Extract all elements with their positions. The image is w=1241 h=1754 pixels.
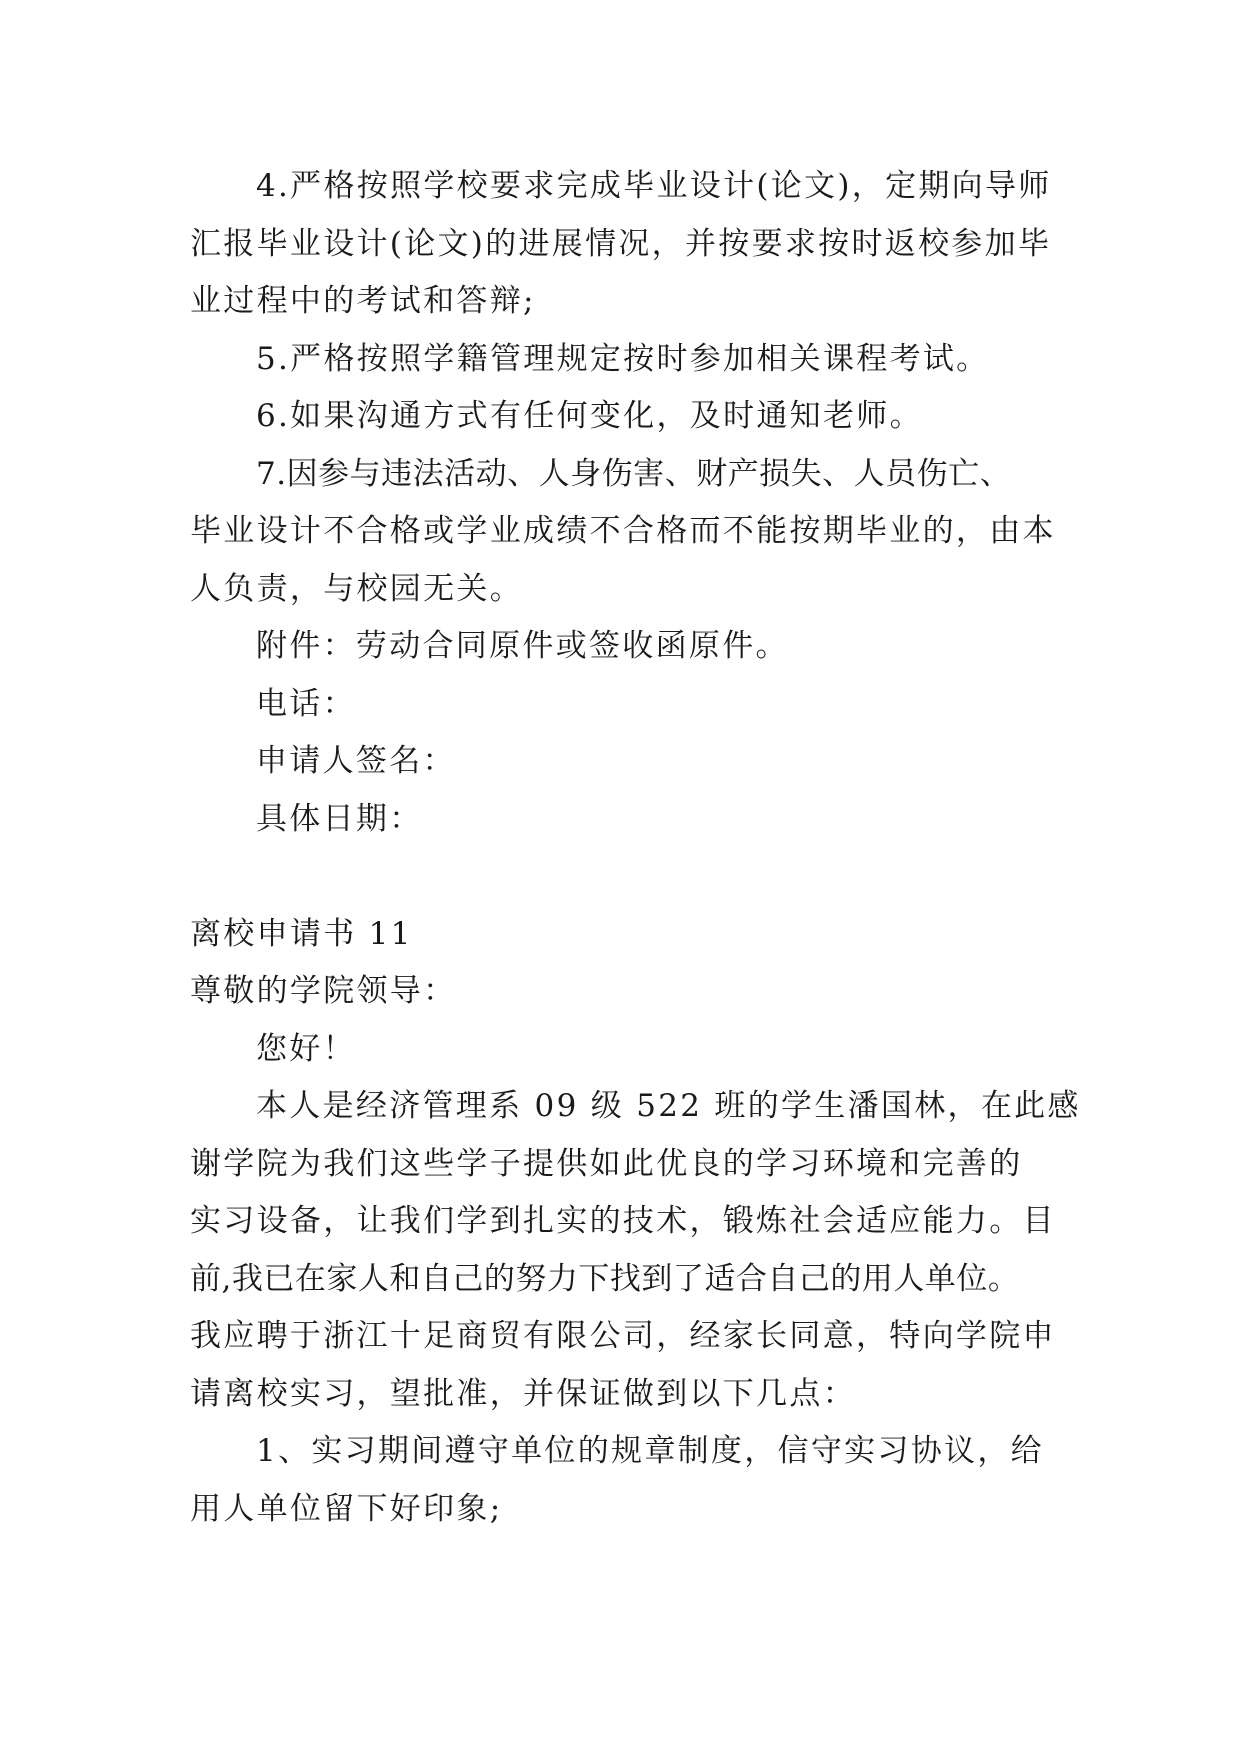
letter-title: 离校申请书 11 bbox=[190, 916, 413, 952]
point-1-line-1: 1、实习期间遵守单位的规章制度，信守实习协议，给 bbox=[256, 1433, 1044, 1469]
signature-line: 申请人签名： bbox=[256, 743, 456, 779]
letter-body-line: 本人是经济管理系 09 级 522 班的学生潘国林，在此感 bbox=[256, 1088, 1081, 1124]
item-5: 5.严格按照学籍管理规定按时参加相关课程考试。 bbox=[256, 341, 990, 377]
letter-body-line: 我应聘于浙江十足商贸有限公司，经家长同意，特向学院申 bbox=[190, 1318, 1056, 1354]
letter-greeting: 您好！ bbox=[256, 1031, 356, 1067]
phone-line: 电话： bbox=[256, 686, 356, 722]
item-4-line-3: 业过程中的考试和答辩; bbox=[190, 283, 536, 319]
item-4-line-1: 4.严格按照学校要求完成毕业设计(论文)，定期向导师 bbox=[256, 168, 1052, 204]
letter-body-line: 前,我已在家人和自己的努力下找到了适合自己的用人单位。 bbox=[190, 1261, 1020, 1297]
item-6: 6.如果沟通方式有任何变化，及时通知老师。 bbox=[256, 398, 923, 434]
letter-body-line: 谢学院为我们这些学子提供如此优良的学习环境和完善的 bbox=[190, 1146, 1023, 1182]
item-4-line-2: 汇报毕业设计(论文)的进展情况，并按要求按时返校参加毕 bbox=[190, 226, 1052, 262]
letter-salutation: 尊敬的学院领导： bbox=[190, 973, 457, 1009]
point-1-line-2: 用人单位留下好印象; bbox=[190, 1491, 503, 1527]
item-7-line-2: 毕业设计不合格或学业成绩不合格而不能按期毕业的，由本 bbox=[190, 513, 1056, 549]
item-7-line-3: 人负责，与校园无关。 bbox=[190, 571, 523, 607]
letter-body-line: 请离校实习，望批准，并保证做到以下几点： bbox=[190, 1376, 856, 1412]
attachment-line: 附件：劳动合同原件或签收函原件。 bbox=[256, 628, 789, 664]
date-line: 具体日期： bbox=[256, 801, 423, 837]
item-7-line-1: 7.因参与违法活动、人身伤害、财产损失、人员伤亡、 bbox=[256, 456, 1012, 492]
letter-body-line: 实习设备，让我们学到扎实的技术，锻炼社会适应能力。目 bbox=[190, 1203, 1056, 1239]
